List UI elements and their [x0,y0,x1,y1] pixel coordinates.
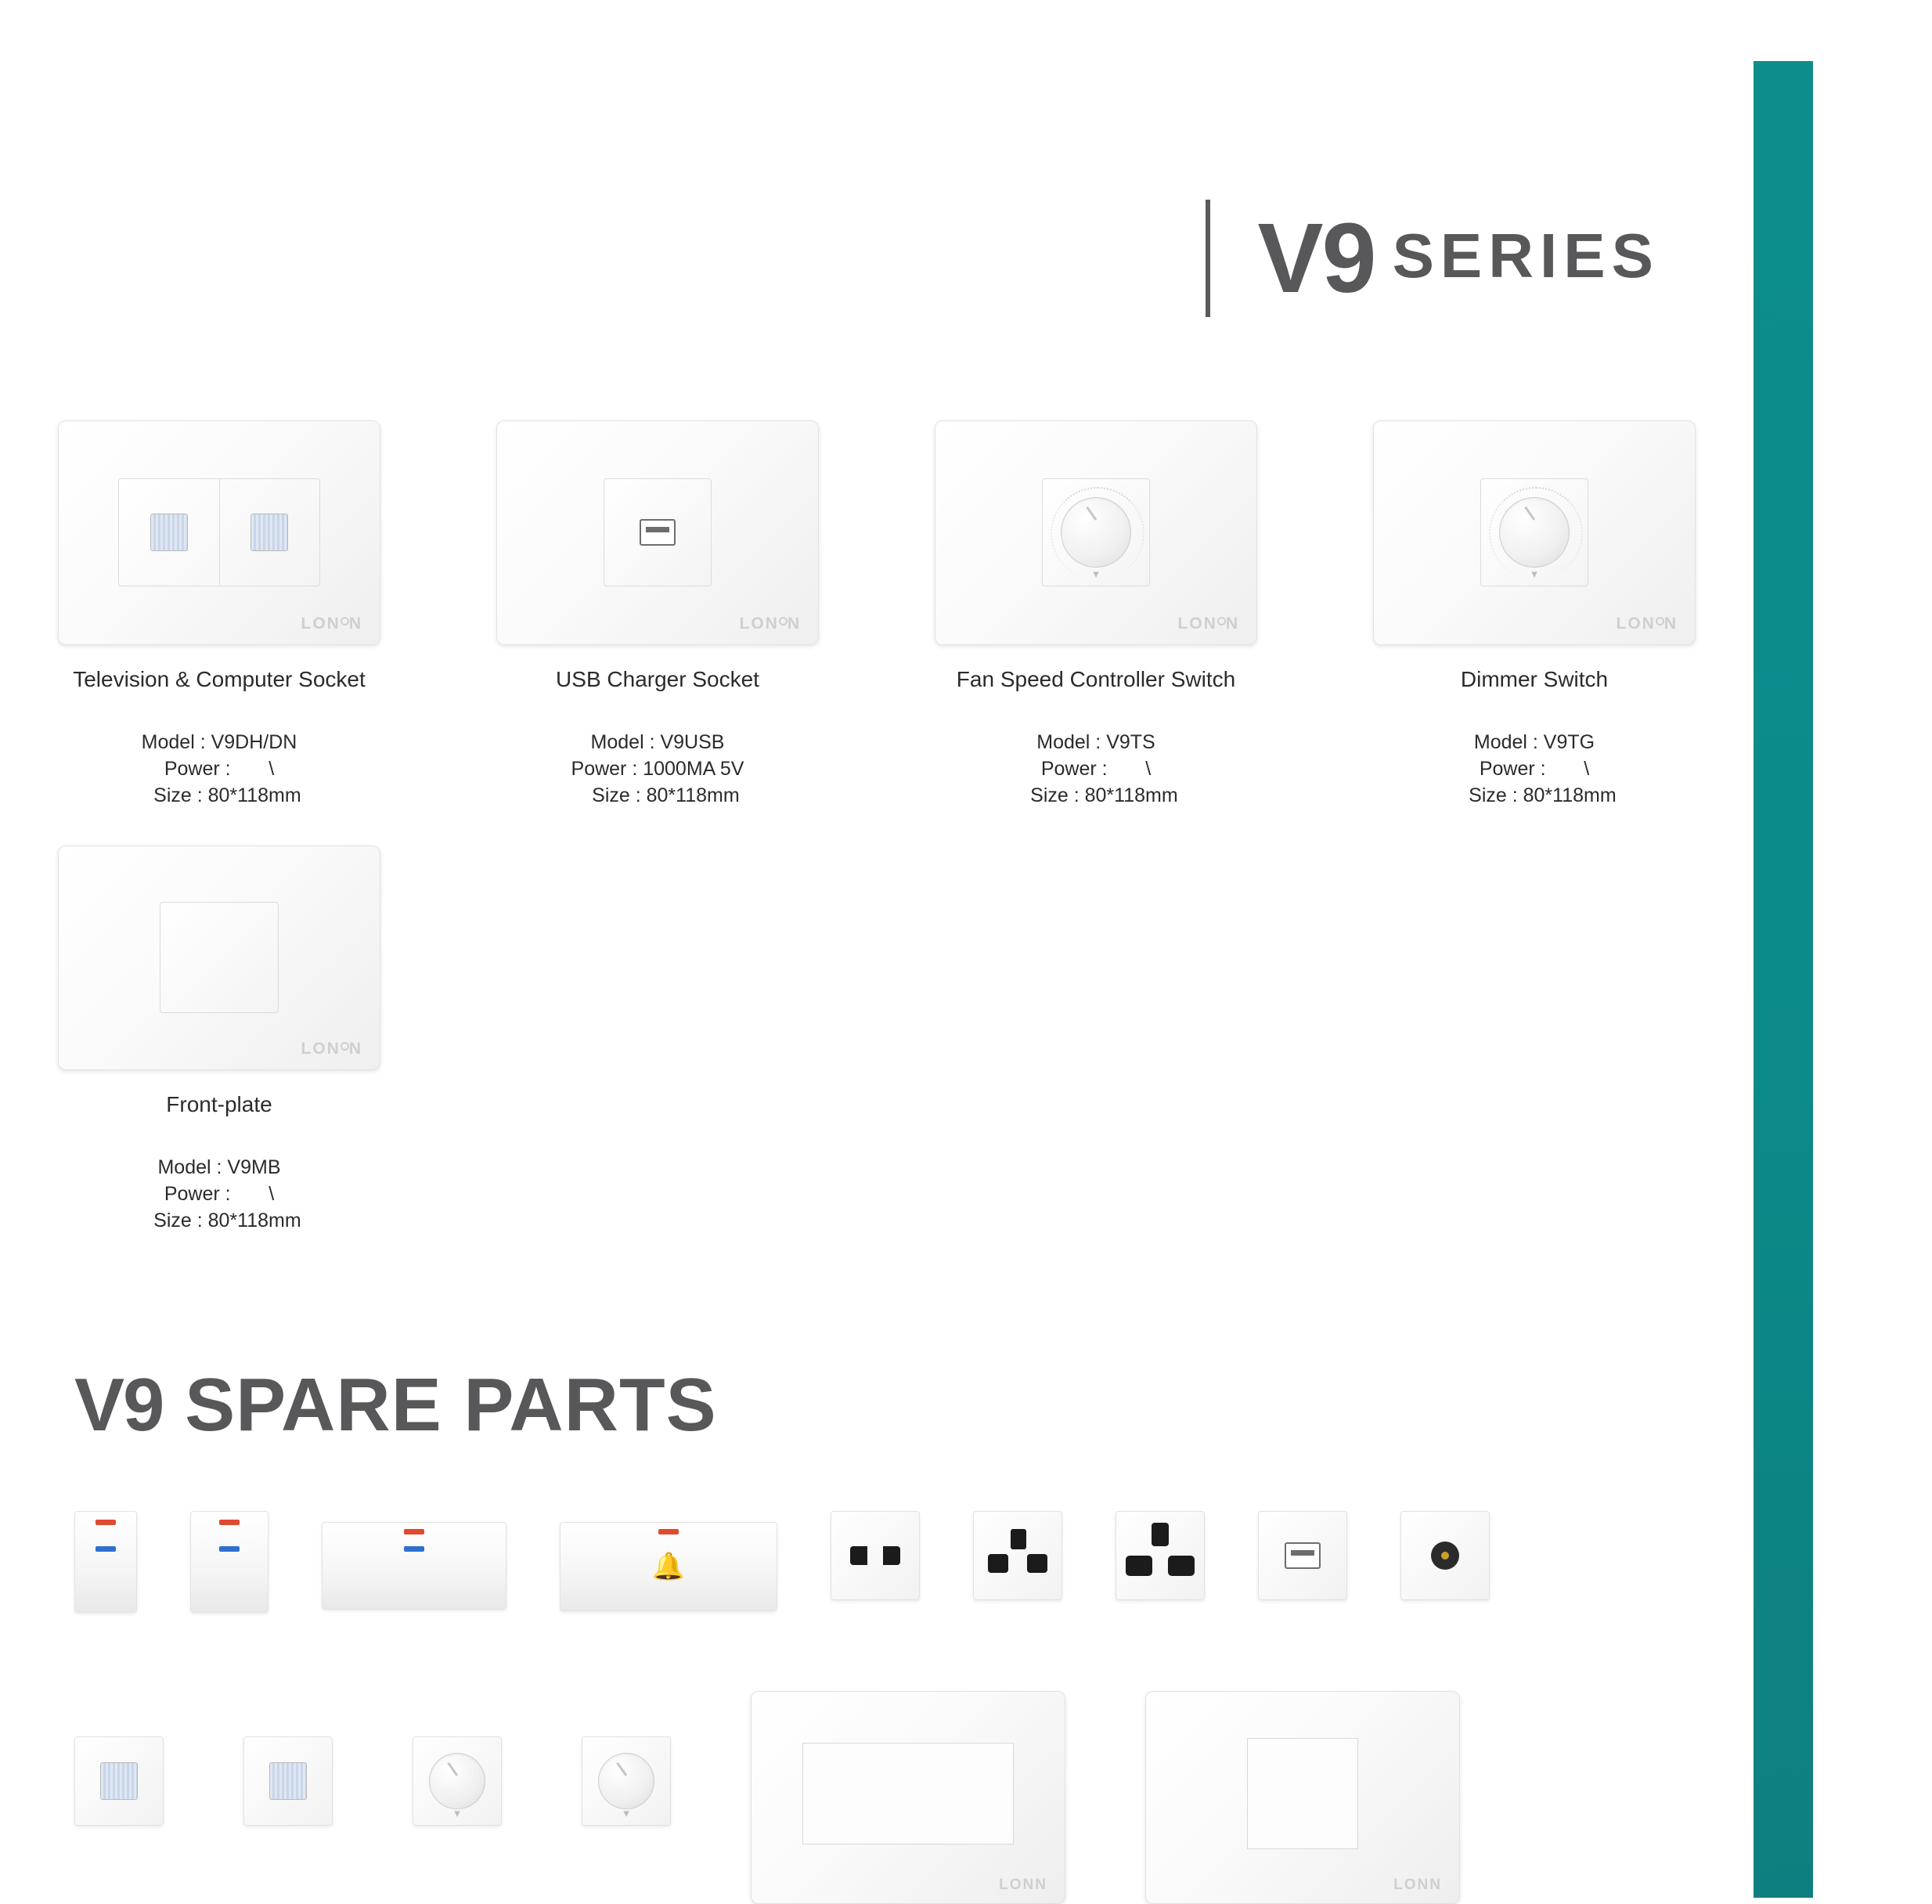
universal-socket-module-icon [973,1511,1062,1600]
dimmer-knob-icon [1373,420,1696,645]
indicator-strip-icon [219,1520,240,1525]
spare-item [190,1511,269,1613]
product-spec [0,730,438,809]
usb-socket-icon [496,420,819,645]
rocker-switch-2gang-icon [322,1522,506,1610]
product-power: Power : \ [164,757,275,780]
brand-text: LON [301,1039,341,1058]
bell-glyph-icon: 🔔 [651,1552,686,1581]
product-card-fan-speed-controller [877,415,1315,809]
brand-text-tail: N [1225,614,1239,633]
product-name: USB Charger Socket [556,667,759,691]
socket-pin-right-icon [1027,1554,1047,1573]
telephone-data-module-icon [243,1736,333,1826]
spare-item [74,1736,164,1826]
brand-text-tail: N [348,614,362,633]
product-spec [0,1155,438,1234]
socket-pin-right-icon [1168,1556,1195,1576]
dimmer-insert [1480,478,1588,586]
brand-text-tail: N [1429,1877,1442,1893]
product-power: Power : \ [1479,757,1590,780]
brand-logo [1178,615,1240,633]
product-model: Model : V9USB [590,731,725,753]
brand-dot-icon [341,1042,349,1051]
knob-indicator-icon: ▾ [1093,568,1099,581]
product-name: Fan Speed Controller Switch [956,667,1236,691]
brand-dot-icon [779,617,788,626]
socket-pin-right-icon [883,1546,900,1565]
indicator-strip-icon [404,1529,424,1534]
product-image-wrap [877,415,1315,650]
spare-item [74,1511,137,1613]
spare-parts-title-rest: SPARE PARTS [185,1363,717,1447]
socket-pin-left-icon [850,1546,867,1565]
product-size: Size : 80*118mm [137,1209,301,1231]
fan-speed-knob-icon [935,420,1257,645]
spare-item [751,1691,1065,1904]
spare-item [322,1511,506,1610]
brand-text: LON [999,1877,1036,1893]
socket-half-right [220,479,320,586]
spare-item [413,1736,502,1826]
page-title: V9 [1257,203,1375,313]
socket-insert [604,478,712,586]
brand-logo [301,615,363,633]
product-power: Power : \ [1040,757,1152,780]
product-size: Size : 80*118mm [1452,784,1617,806]
socket-insert [118,478,320,586]
indicator-strip-icon [658,1529,679,1534]
coax-pin-icon [1441,1552,1449,1560]
knob-icon [429,1753,485,1809]
tv-computer-socket-icon [58,420,380,645]
spare-item [1145,1691,1460,1904]
spare-parts-row-1 [74,1511,1490,1613]
product-grid [0,415,1754,1235]
brand-logo [999,1877,1047,1894]
product-name: Television & Computer Socket [73,667,366,691]
spare-item [1258,1511,1347,1600]
data-port-icon [100,1762,138,1800]
fan-regulator-module-icon [413,1736,502,1826]
product-card-dimmer-switch [1315,415,1754,809]
product-card-front-plate [0,840,438,1234]
product-image-wrap [438,415,877,650]
header-divider [1206,200,1210,317]
knob-indicator-icon: ▾ [623,1807,629,1820]
spare-parts-title-v9: V9 [74,1363,164,1447]
product-image-wrap [0,415,438,650]
product-spec [1315,730,1754,809]
spare-item [1400,1511,1490,1600]
product-name: Dimmer Switch [1460,667,1609,691]
product-row-1 [0,415,1754,809]
product-image-wrap [0,840,438,1075]
knob-indicator-icon: ▾ [1531,568,1537,581]
coax-outer-icon [1431,1542,1459,1570]
computer-port-icon [251,514,288,551]
page-header [1080,196,1660,321]
brand-text-tail: N [348,1039,362,1058]
teal-side-bar [1754,61,1813,1898]
brand-text: LON [1393,1877,1430,1893]
product-model: Model : V9MB [157,1156,281,1179]
product-row-2 [0,840,1754,1234]
product-size: Size : 80*118mm [137,784,301,806]
knob-indicator-icon: ▾ [454,1807,460,1820]
socket-pin-left-icon [988,1554,1008,1573]
product-spec [877,730,1315,809]
brand-text: LON [1616,614,1656,633]
product-spec [438,730,877,809]
product-image-wrap [1315,415,1754,650]
brand-text-tail: N [787,614,801,633]
tv-coaxial-module-icon [1400,1511,1490,1600]
multi-standard-socket-module-icon [1116,1511,1205,1600]
product-model: Model : V9TS [1036,731,1155,753]
front-plate-wide-icon [751,1691,1065,1904]
product-power: Power : 1000MA 5V [571,757,744,780]
rocker-switch-1gang-wide-icon [190,1511,269,1613]
spare-item [243,1736,333,1826]
brand-text-tail: N [1663,614,1678,633]
socket-pin-left-icon [1126,1556,1152,1576]
usb-port-icon [640,519,676,546]
knob-icon [1499,497,1570,568]
plate-opening [1247,1738,1358,1849]
product-card-tv-computer-socket [0,415,438,809]
neon-indicator-icon [404,1546,424,1552]
brand-logo [301,1040,363,1058]
brand-logo [1393,1877,1442,1894]
knob-icon [1061,497,1131,568]
front-plate-square-icon [1145,1691,1460,1904]
neon-indicator-icon [96,1546,116,1552]
spare-item [582,1736,671,1826]
tv-port-icon [150,514,188,551]
brand-logo [740,615,802,633]
rocker-switch-1gang-icon [74,1511,137,1613]
knob-icon [598,1753,654,1809]
brand-dot-icon [1217,617,1226,626]
product-name: Front-plate [166,1092,272,1117]
page-subtitle: SERIES [1392,221,1660,290]
spare-item [831,1511,920,1600]
regulator-insert [1042,478,1150,586]
brand-text: LON [1177,614,1217,633]
two-pin-socket-module-icon [831,1511,920,1600]
spare-item [1116,1511,1205,1600]
product-card-usb-charger-socket [438,415,877,809]
brand-dot-icon [341,617,349,626]
computer-data-module-icon [74,1736,164,1826]
socket-earth-pin-icon [1011,1529,1026,1549]
indicator-strip-icon [96,1520,116,1525]
blank-front-plate-icon [58,846,380,1070]
spare-parts-row-2 [74,1691,1460,1904]
blank-insert [160,902,279,1013]
spare-parts-title [74,1362,717,1448]
brand-text: LON [739,614,779,633]
product-size: Size : 80*118mm [1014,784,1178,806]
product-model: Model : V9DH/DN [141,731,297,753]
brand-text-tail: N [1035,1877,1047,1893]
data-port-icon [269,1762,307,1800]
product-size: Size : 80*118mm [575,784,740,806]
dimmer-module-icon [582,1736,671,1826]
spare-item [973,1511,1062,1600]
brand-text: LON [301,614,341,633]
neon-indicator-icon [219,1546,240,1552]
bell-push-switch-icon [560,1522,777,1611]
socket-earth-pin-icon [1152,1523,1169,1546]
brand-dot-icon [1656,617,1664,626]
plate-opening [802,1743,1014,1844]
brand-logo [1617,615,1678,633]
product-power: Power : \ [164,1183,275,1205]
usb-port-icon [1285,1542,1321,1569]
product-model: Model : V9TG [1473,731,1595,753]
socket-half-left [119,479,220,586]
spare-item [560,1511,777,1611]
usb-charger-module-icon [1258,1511,1347,1600]
